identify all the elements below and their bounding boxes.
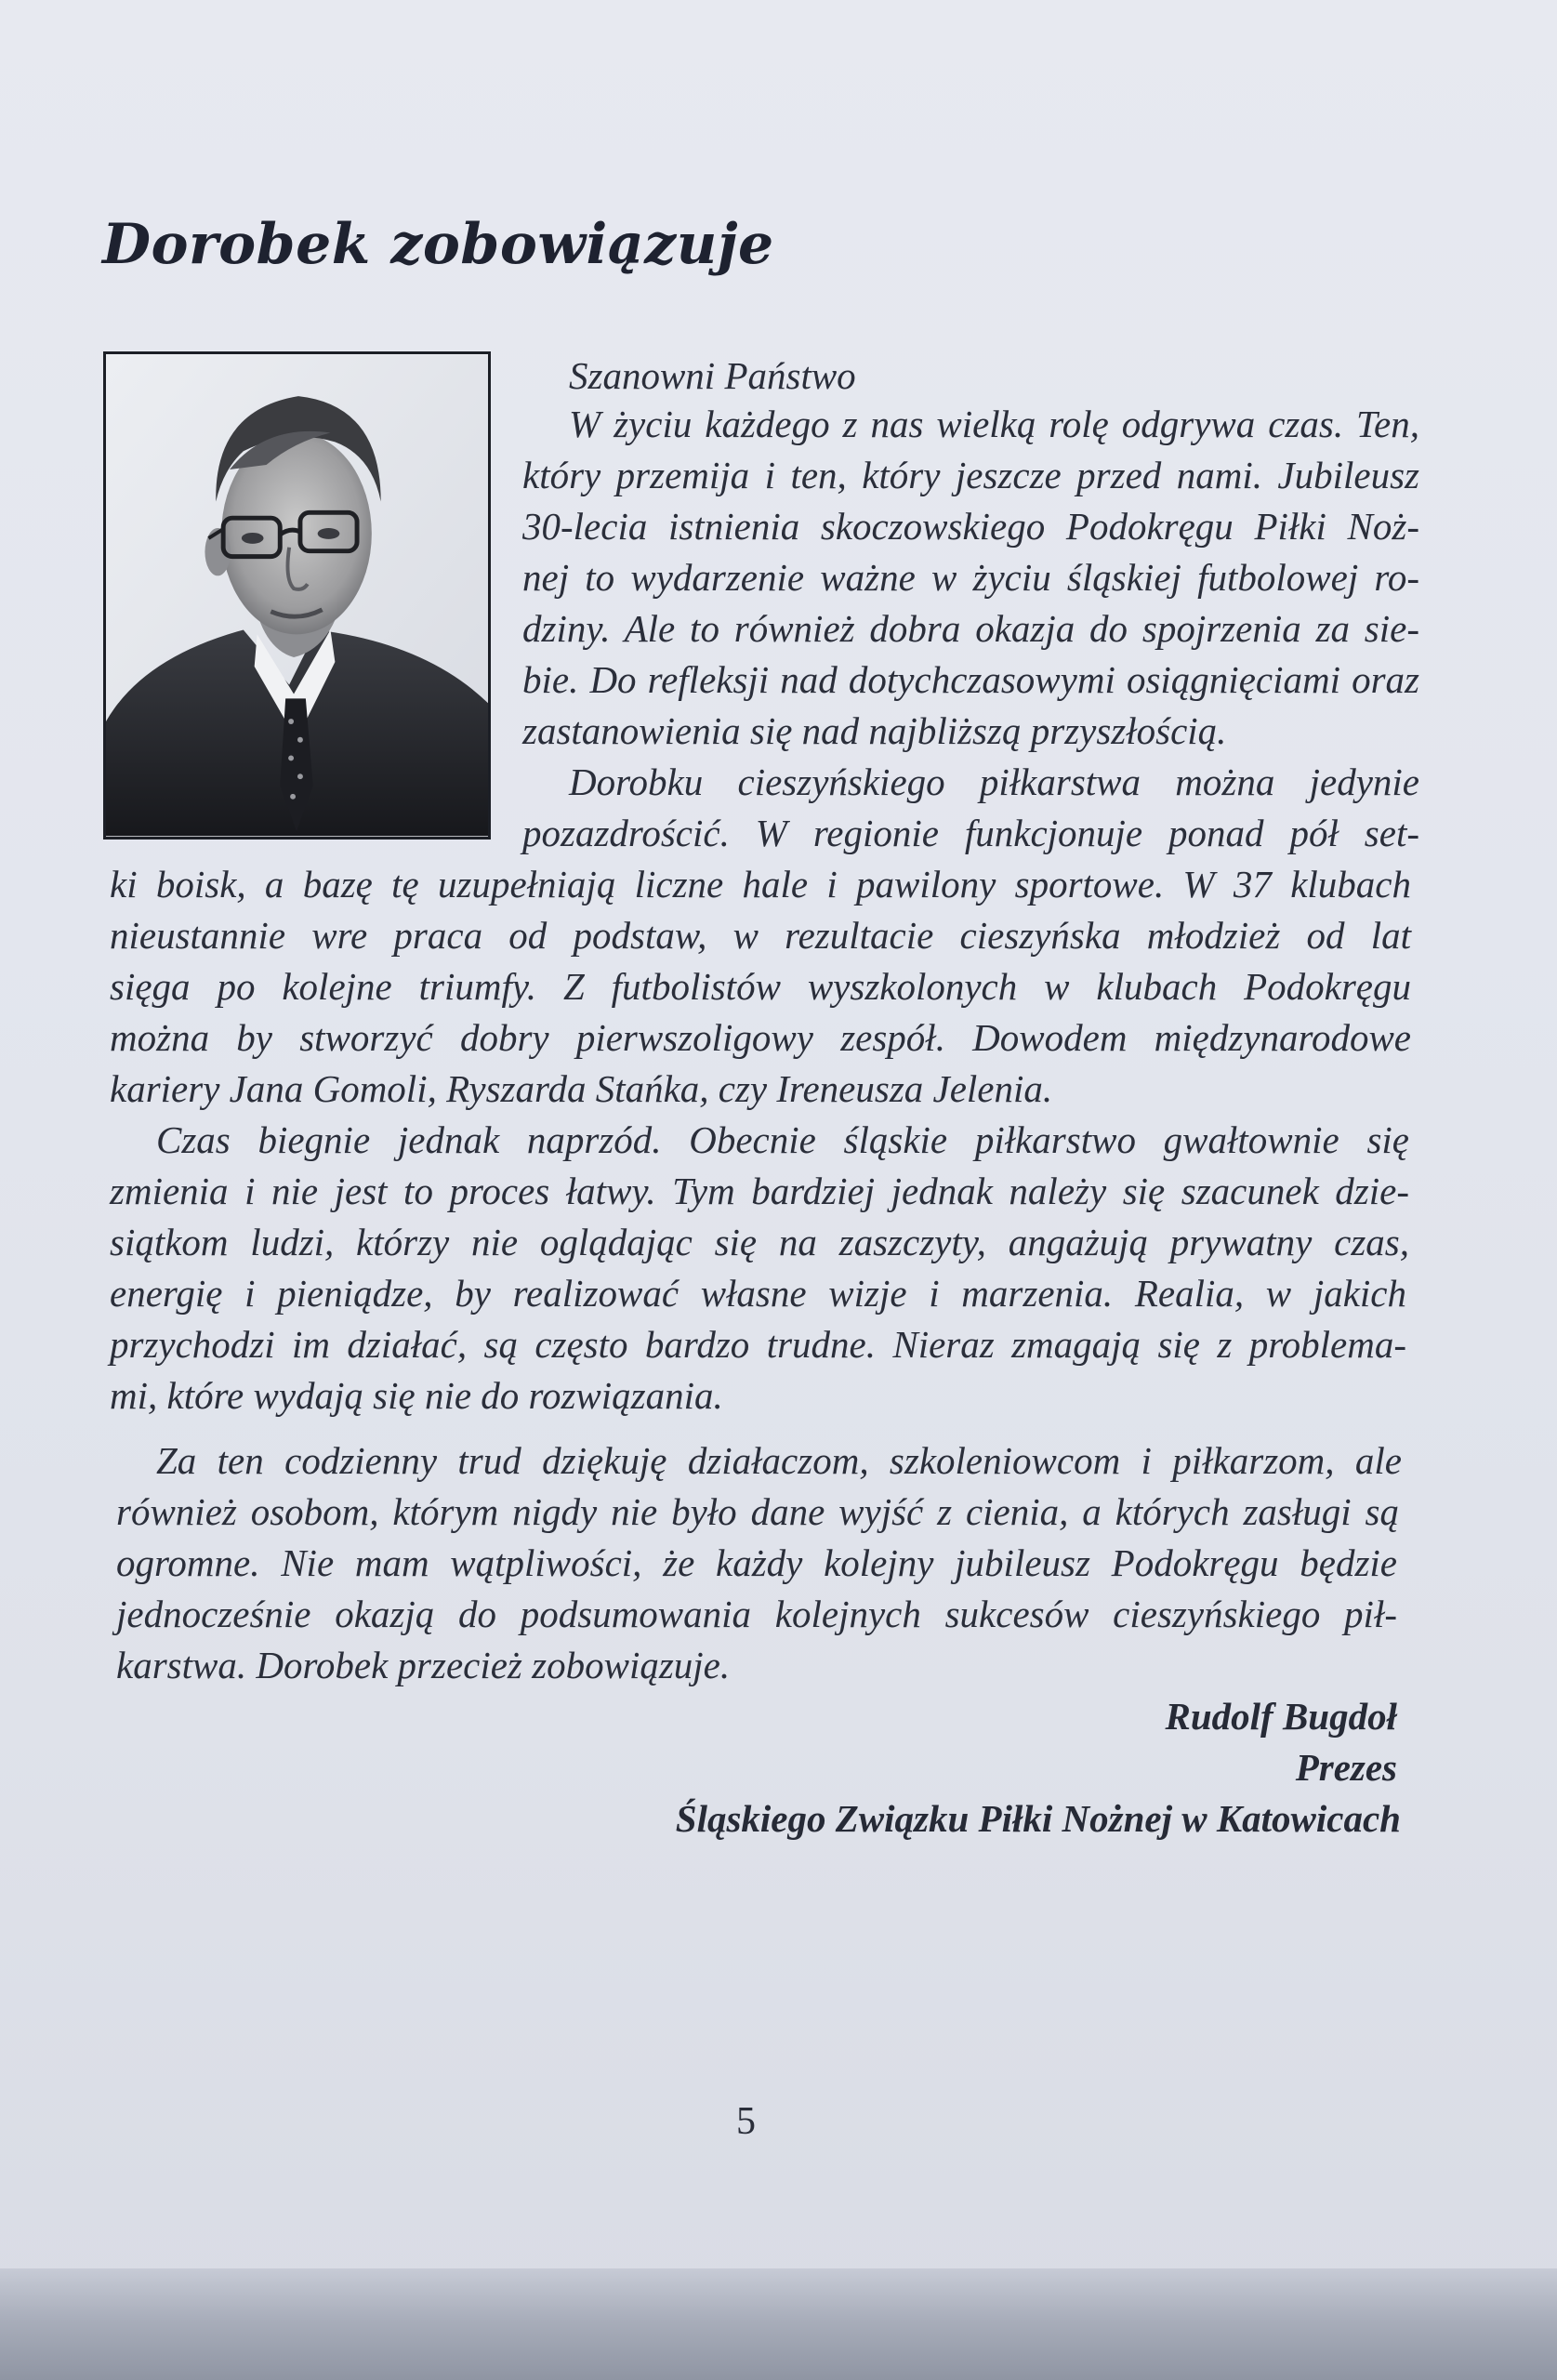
letter-line: kariery Jana Gomoli, Ryszarda Stańka, czy Ireneusza Jelenia.: [110, 1067, 1053, 1110]
letter-line: W życiu każdego z nas wielką rolę odgrywa czas. Ten,: [569, 403, 1419, 445]
letter-line: Czas biegnie jednak naprzód. Obecnie śląskie piłkarstwo gwałtownie się: [156, 1118, 1409, 1161]
letter-line: zmienia i nie jest to proces łatwy. Tym bardziej jednak należy się szacunek dzie-: [110, 1170, 1409, 1212]
signature-organization: Śląskiego Związku Piłki Nożnej w Katowicach: [675, 1797, 1401, 1840]
page-edge-shadow: [0, 2268, 1557, 2380]
letter-line: Dorobku cieszyńskiego piłkarstwa można jedynie: [569, 760, 1419, 803]
signature-name: Rudolf Bugdoł: [1165, 1695, 1397, 1738]
letter-line: przychodzi im działać, są często bardzo trudne. Nieraz zmagają się z problema-: [110, 1323, 1406, 1366]
letter-line: jednocześnie okazją do podsumowania kolejnych sukcesów cieszyńskiego pił-: [116, 1593, 1397, 1635]
letter-line: siątkom ludzi, którzy nie oglądając się na zaszczyty, angażują prywatny czas,: [110, 1221, 1409, 1263]
page-number: 5: [736, 2100, 756, 2143]
letter-line: zastanowienia się nad najbliższą przyszłością.: [522, 709, 1227, 752]
page-title: Dorobek zobowiązuje: [102, 212, 774, 277]
letter-line: można by stworzyć dobry pierwszoligowy zespół. Dowodem międzynarodowe: [110, 1016, 1411, 1059]
letter-line: również osobom, którym nigdy nie było dane wyjść z cienia, a których zasługi są: [116, 1490, 1399, 1533]
portrait-photo: [103, 351, 491, 840]
letter-line: dziny. Ale to również dobra okazja do spojrzenia za sie-: [522, 607, 1419, 650]
letter-line: pozazdrościć. W regionie funkcjonuje ponad pół set-: [522, 812, 1419, 854]
letter-line: sięga po kolejne triumfy. Z futbolistów wyszkolonych w klubach Podokręgu: [110, 965, 1411, 1008]
letter-line: 30-lecia istnienia skoczowskiego Podokręgu Piłki Noż-: [522, 505, 1419, 548]
letter-line: który przemija i ten, który jeszcze przed nami. Jubileusz: [522, 454, 1419, 496]
letter-line: ogromne. Nie mam wątpliwości, że każdy kolejny jubileusz Podokręgu będzie: [116, 1541, 1397, 1584]
salutation: Szanowni Państwo: [569, 354, 856, 397]
letter-line: energię i pieniądze, by realizować własne wizje i marzenia. Realia, w jakich: [110, 1272, 1406, 1315]
signature-role: Prezes: [1295, 1746, 1397, 1789]
portrait-image: [106, 354, 488, 837]
letter-line: ki boisk, a bazę tę uzupełniają liczne hale i pawilony sportowe. W 37 klubach: [110, 863, 1411, 906]
letter-line: karstwa. Dorobek przecież zobowiązuje.: [116, 1644, 731, 1686]
letter-line: Za ten codzienny trud dziękuję działaczom, szkoleniowcom i piłkarzom, ale: [156, 1439, 1402, 1482]
letter-line: mi, które wydają się nie do rozwiązania.: [110, 1374, 723, 1417]
letter-line: nieustannie wre praca od podstaw, w rezultacie cieszyńska młodzież od lat: [110, 914, 1411, 957]
letter-line: bie. Do refleksji nad dotychczasowymi osiągnięciami oraz: [522, 658, 1419, 701]
letter-line: nej to wydarzenie ważne w życiu śląskiej futbolowej ro-: [522, 556, 1419, 599]
